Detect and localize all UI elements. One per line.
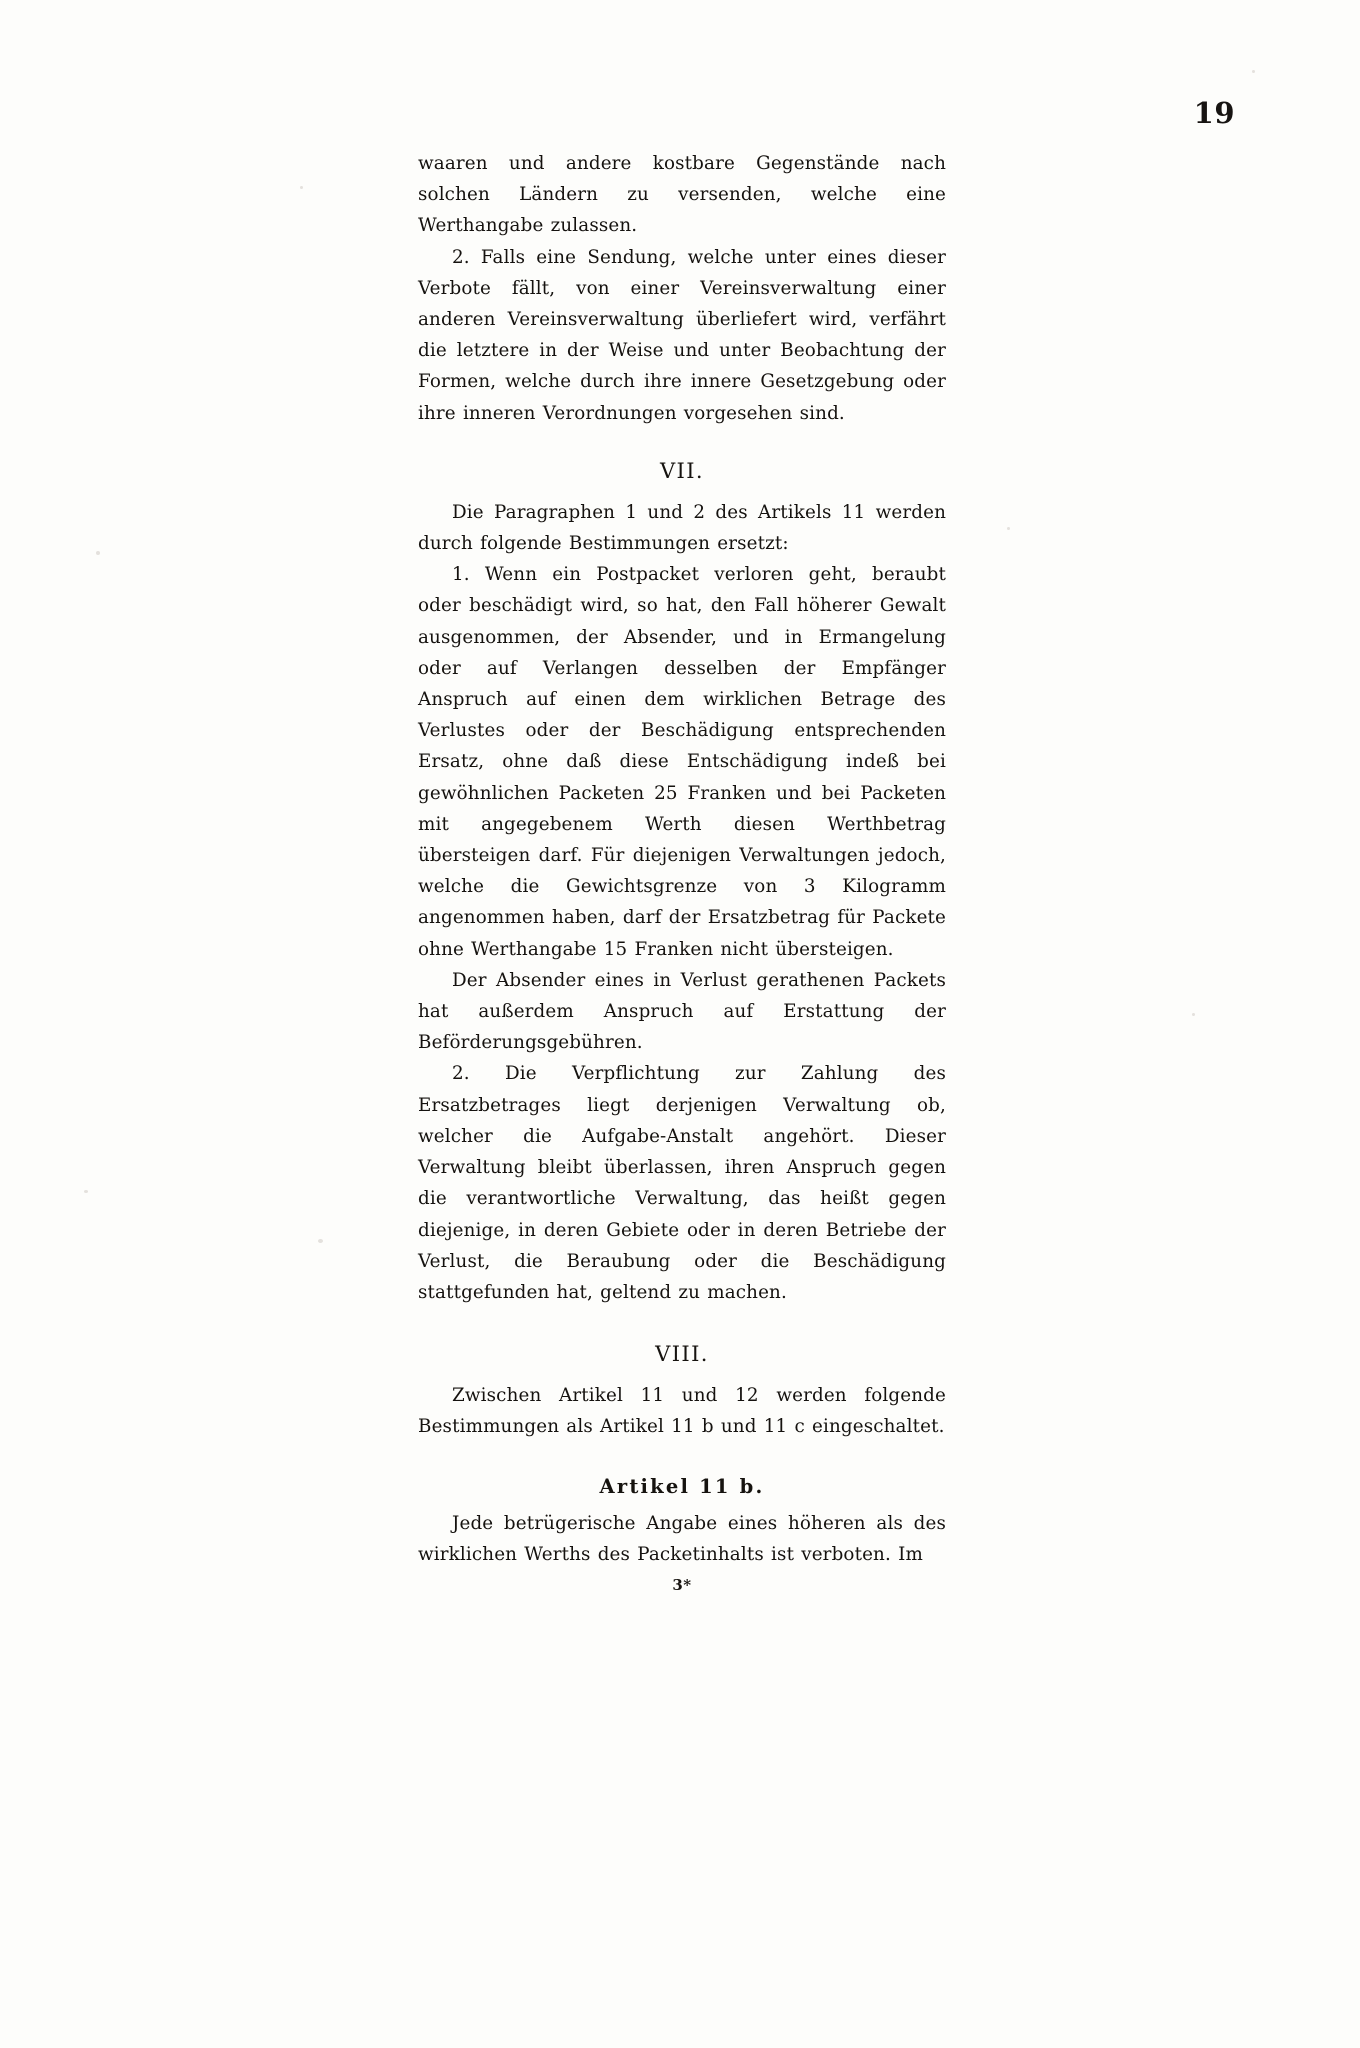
paragraph-waaren: waaren und andere kostbare Gegenstände nach solchen Ländern zu versenden, welche eine Werthangabe zulassen.	[418, 153, 946, 237]
scan-speck	[1192, 1013, 1195, 1016]
paragraph-11b-1: Jede betrügerische Angabe eines höheren als des wirklichen Werths des Packetinhalts ist verboten. Im	[418, 1512, 946, 1565]
section-heading-vii: VII.	[659, 458, 705, 483]
page-number: 19	[1193, 96, 1235, 130]
paragraph-vii-1: 1. Wenn ein Postpacket verloren geht, beraubt oder beschädigt wird, so hat, den Fall höherer Gewalt ausgenommen, der Absender, und in Ermangelung oder auf Verlangen desselben der Empfänger Anspruch auf einen dem wirklichen Betrage des Verlustes oder der Beschädigung entsprechenden Ersatz, ohne daß diese Entschädigung indeß bei gewöhnlichen Packeten 25 Franken und bei Packeten mit angegebenem Werth diesen Werthbetrag übersteigen darf. Für diejenigen Verwaltungen jedoch, welche die Gewichtsgrenze von 3 Kilogramm angenommen haben, darf der Ersatzbetrag für Packete ohne Werthangabe 15 Franken nicht übersteigen.	[418, 564, 946, 960]
scan-speck	[300, 186, 303, 189]
signature-mark: 3*	[672, 1575, 692, 1594]
scan-speck	[318, 1239, 323, 1243]
section-heading-viii: VIII.	[655, 1342, 709, 1367]
paragraph-vii-2: 2. Die Verpflichtung zur Zahlung des Ersatzbetrages liegt derjenigen Verwaltung ob, welcher die Aufgabe-Anstalt angehört. Dieser Verwaltung bleibt überlassen, ihren Anspruch gegen die verantwortliche Verwaltung, das heißt gegen diejenige, in deren Gebiete oder in deren Betriebe der Verlust, die Beraubung oder die Beschädigung stattgefunden hat, geltend zu machen.	[418, 1063, 946, 1303]
text-column	[418, 148, 946, 1594]
scan-speck	[1007, 527, 1010, 530]
scan-speck	[84, 1190, 88, 1193]
scan-speck	[96, 551, 100, 555]
paragraph-viii-intro: Zwischen Artikel 11 und 12 werden folgende Bestimmungen als Artikel 11 b und 11 c eingeschaltet.	[418, 1385, 946, 1438]
paragraph-vii-absender: Der Absender eines in Verlust gerathenen Packets hat außerdem Anspruch auf Erstattung der Beförderungsgebühren.	[418, 969, 946, 1054]
article-heading-11b: Artikel 11 b.	[599, 1474, 765, 1498]
scan-speck	[1252, 70, 1255, 73]
paragraph-vii-intro: Die Paragraphen 1 und 2 des Artikels 11 werden durch folgende Bestimmungen ersetzt:	[418, 501, 946, 555]
paragraph-verbote: 2. Falls eine Sendung, welche unter eines dieser Verbote fällt, von einer Vereinsverwaltung einer anderen Vereinsverwaltung überliefert wird, verfährt die letztere in der Weise und unter Beobachtung der Formen, welche durch ihre innere Gesetzgebung oder ihre inneren Verordnungen vorgesehen sind.	[418, 246, 946, 424]
